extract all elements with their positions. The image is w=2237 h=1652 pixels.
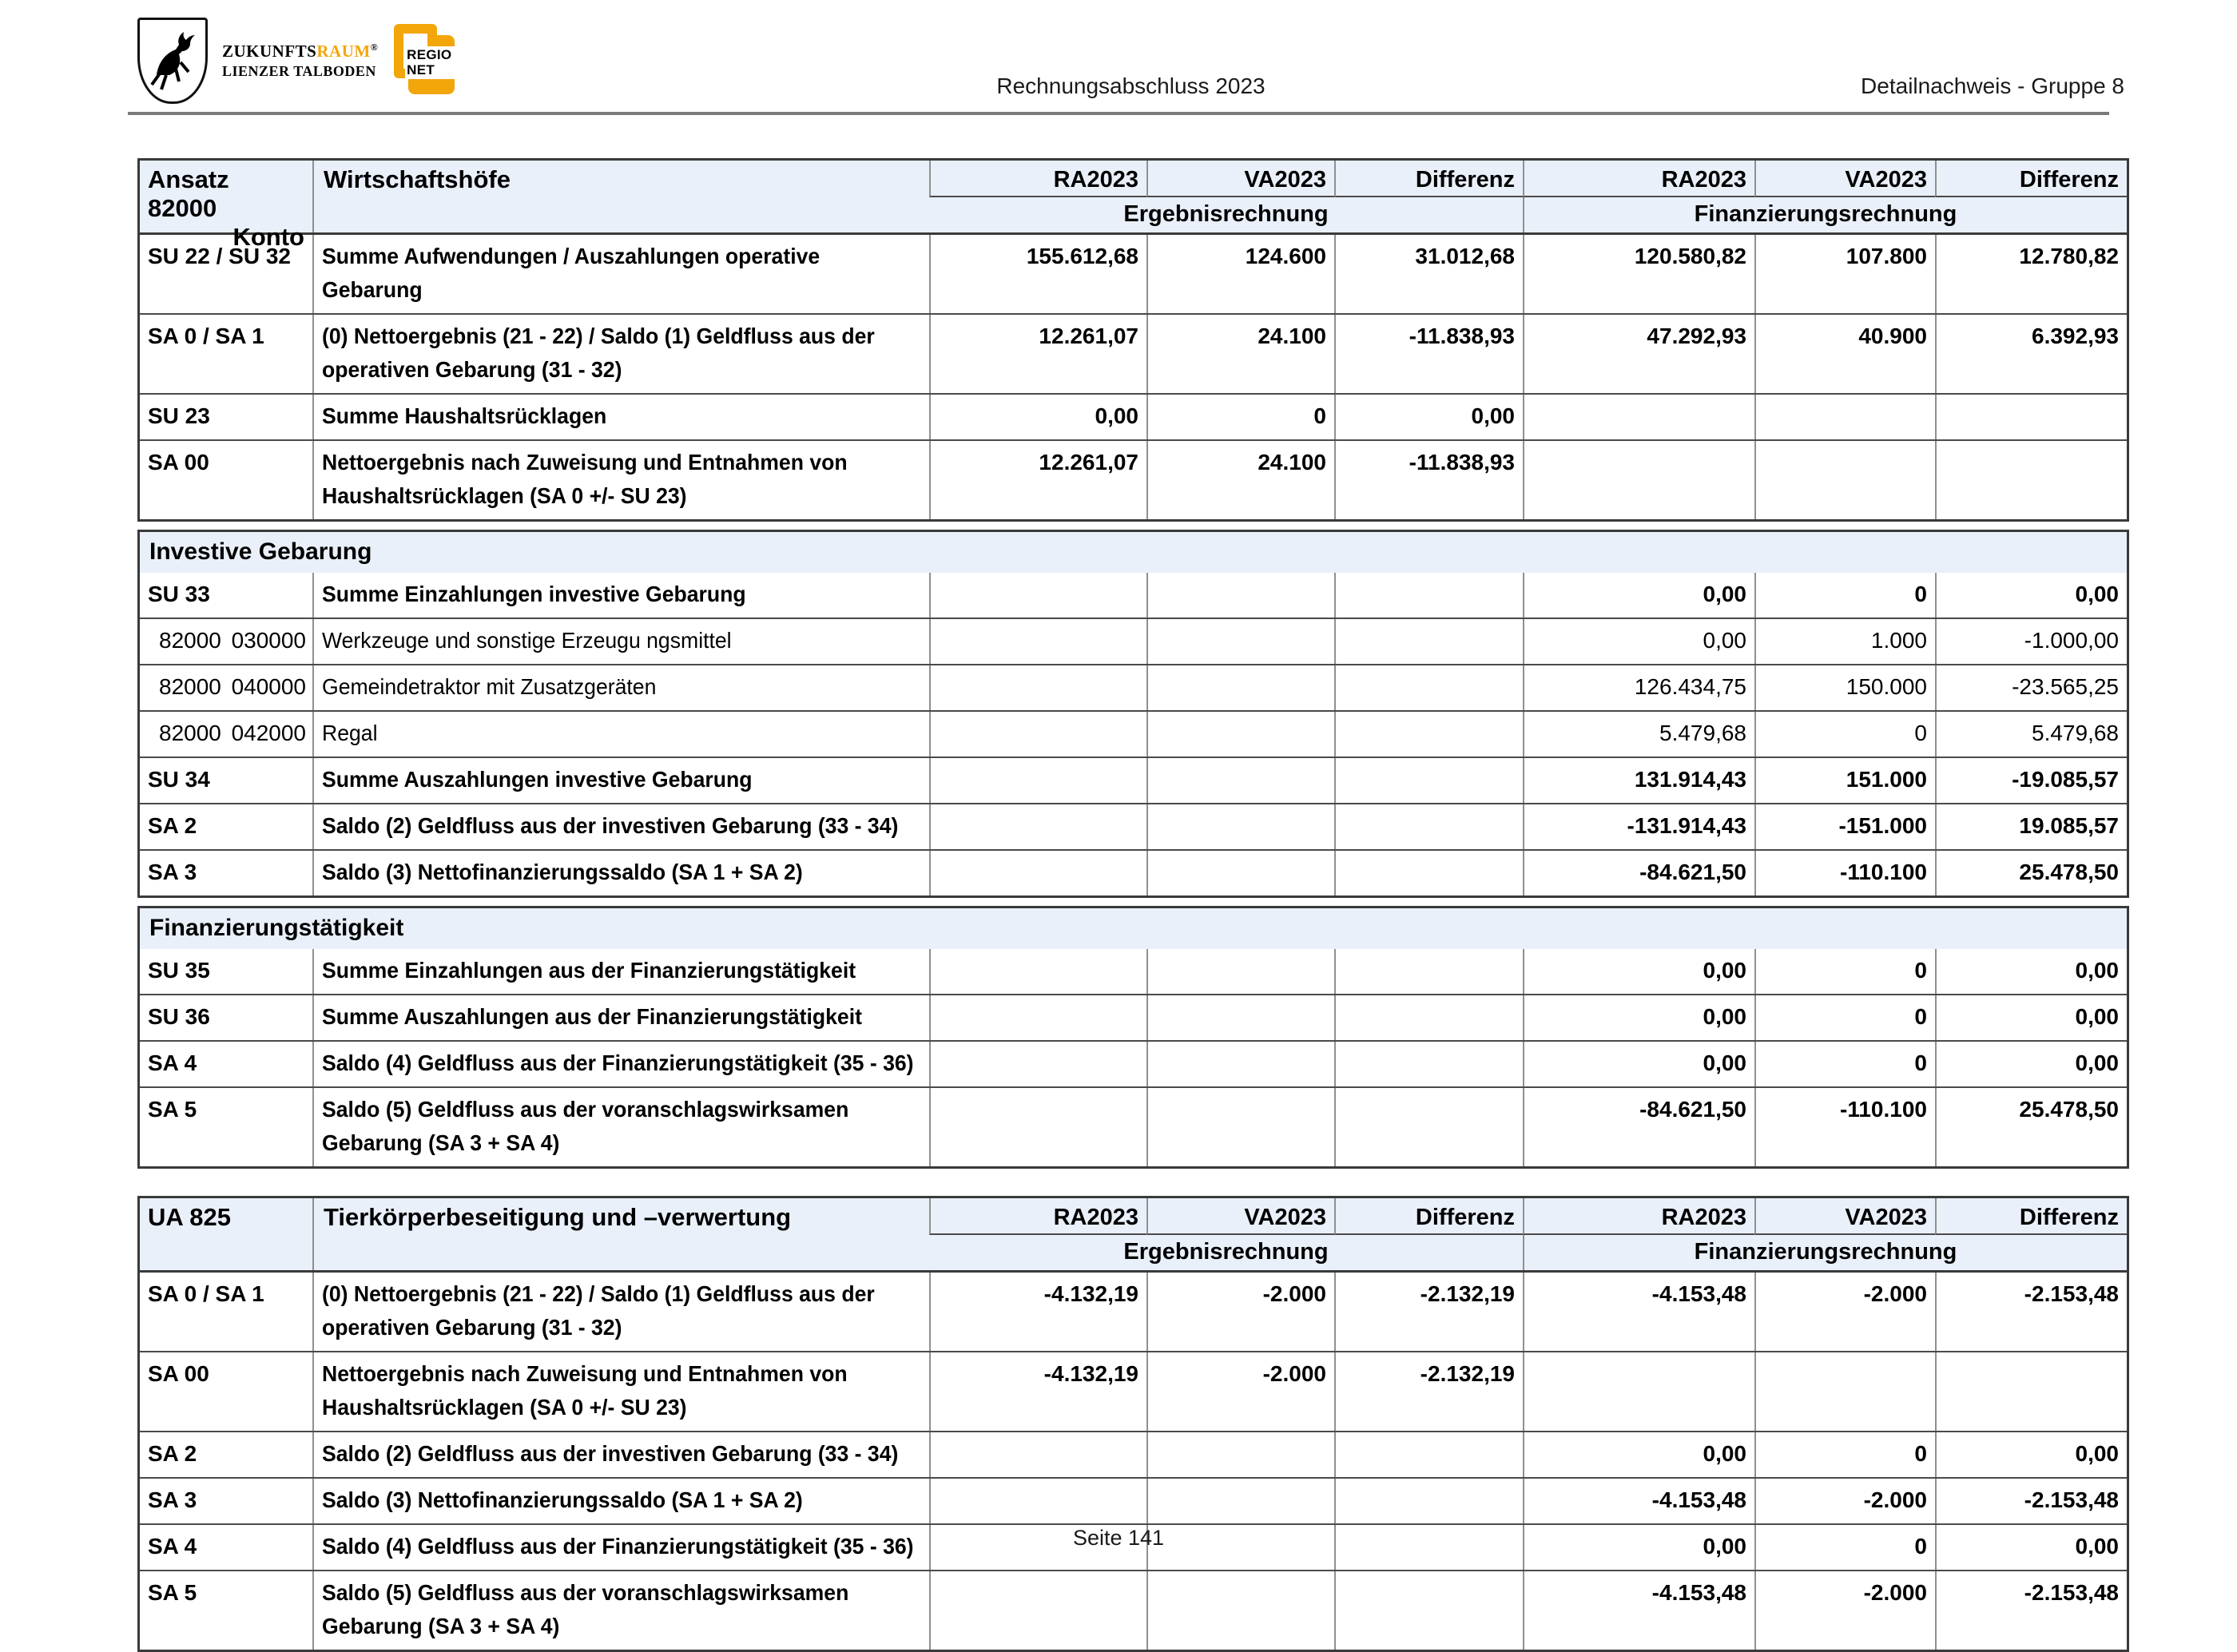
row-label: Saldo (5) Geldfluss aus der voranschlagswirksamen Gebarung (SA 3 + SA 4) [322,1097,849,1155]
cell-value [1935,395,2127,439]
cell-value: 0,00 [1523,1042,1754,1086]
row-label-cell [312,235,929,313]
cell-value: 0 [1146,395,1334,439]
table-row [140,757,2127,803]
cell-value [929,665,1146,710]
cell-value: 12.261,07 [929,315,1146,393]
cell-value: -131.914,43 [1523,804,1754,849]
cell-value: 1.000 [1754,619,1935,664]
table-row [140,994,2127,1040]
row-label-cell [312,949,929,994]
column-header: VA2023 [1146,1198,1334,1235]
row-label: Summe Auszahlungen aus der Finanzierungstätigkeit [322,1004,862,1029]
table-row [140,803,2127,849]
row-code-ansatz: 82000 [159,674,221,699]
cell-value [929,619,1146,664]
cell-value [1146,573,1334,618]
cell-value: 0,00 [1523,1525,1754,1570]
page-footer [0,1526,2237,1551]
row-label-cell [312,712,929,757]
row-label: Summe Auszahlungen investive Gebarung [322,767,753,792]
row-code [140,619,312,664]
cell-value: 0,00 [1523,1432,1754,1477]
cell-value: -110.100 [1754,1088,1935,1166]
cell-value: -23.565,25 [1935,665,2127,710]
row-label-cell [312,315,929,393]
column-header: RA2023 [929,1198,1146,1235]
cell-value [1334,1571,1523,1650]
cell-value: -2.000 [1754,1273,1935,1351]
row-label: (0) Nettoergebnis (21 - 22) / Saldo (1) Geldfluss aus der operativen Gebarung (31 - 32) [322,324,875,382]
cell-value: 31.012,68 [1334,235,1523,313]
regionet-wordmark: REGIO NET [405,46,455,79]
cell-value: 19.085,57 [1935,804,2127,849]
cell-value [1334,1479,1523,1523]
column-header: RA2023 [1523,161,1754,197]
cell-value [929,1088,1146,1166]
cell-value: 24.100 [1146,441,1334,519]
cell-value [1334,665,1523,710]
table-row [140,235,2127,313]
cell-value: 0,00 [1935,573,2127,618]
cell-value [929,573,1146,618]
row-code-konto: 040000 [231,674,306,699]
row-label-cell [312,1088,929,1166]
cell-value: 120.580,82 [1523,235,1754,313]
cell-value [929,1042,1146,1086]
row-label-cell [312,995,929,1040]
header-divider [128,112,2109,115]
row-code: SA 3 [148,1487,197,1512]
cell-value: 0 [1754,573,1935,618]
row-code [140,712,312,757]
cell-value [1146,851,1334,895]
cell-value [929,1571,1146,1650]
table-main-box [137,1196,2129,1652]
table-title: Wirtschaftshöfe [312,161,929,232]
cell-value [1334,573,1523,618]
cell-value: 0 [1754,995,1935,1040]
table-row [140,1570,2127,1650]
cell-value: 131.914,43 [1523,758,1754,803]
cell-value [1146,1479,1334,1523]
cell-value: -4.153,48 [1523,1571,1754,1650]
cell-value: 0,00 [1935,1432,2127,1477]
row-label: Summe Einzahlungen investive Gebarung [322,582,746,606]
cell-value [1146,995,1334,1040]
cell-value: -2.132,19 [1334,1273,1523,1351]
row-code: SA 0 / SA 1 [148,1281,264,1306]
cell-value [929,949,1146,994]
cell-value: 0,00 [1334,395,1523,439]
row-label-cell [312,1479,929,1523]
cell-value [929,851,1146,895]
row-code: SA 3 [148,860,197,884]
column-header: VA2023 [1754,1198,1935,1235]
cell-value [1334,851,1523,895]
cell-value: 5.479,68 [1935,712,2127,757]
row-label: Summe Aufwendungen / Auszahlungen operative Gebarung [322,244,820,302]
cell-value [1334,712,1523,757]
cell-value: 12.261,07 [929,441,1146,519]
cell-value [1146,665,1334,710]
cell-value: 0,00 [1935,995,2127,1040]
row-code: SU 34 [148,767,210,792]
cell-value: 0 [1754,949,1935,994]
cell-value: 155.612,68 [929,235,1146,313]
row-label: Summe Haushaltsrücklagen [322,403,607,428]
group-header-ergebnisrechnung: Ergebnisrechnung [1123,1239,1329,1265]
table-id: UA 825 [148,1203,231,1231]
cell-value: -84.621,50 [1523,851,1754,895]
cell-value: 124.600 [1146,235,1334,313]
row-label: (0) Nettoergebnis (21 - 22) / Saldo (1) Geldfluss aus der operativen Gebarung (31 - 32) [322,1281,875,1340]
cell-value: -4.132,19 [929,1352,1146,1431]
row-code-konto: 030000 [231,628,306,653]
table-row [140,618,2127,664]
cell-value: -2.132,19 [1334,1352,1523,1431]
cell-value: 151.000 [1754,758,1935,803]
column-header: VA2023 [1754,161,1935,197]
logo-group [137,18,458,104]
cell-value: 47.292,93 [1523,315,1754,393]
table-title: Tierkörperbeseitigung und –verwertung [312,1198,929,1270]
cell-value: 40.900 [1754,315,1935,393]
table-row [140,1477,2127,1523]
cell-value: 0,00 [1523,949,1754,994]
column-header: RA2023 [929,161,1146,197]
table-id-cell [140,161,312,251]
cell-value [1754,441,1935,519]
cell-value [929,1432,1146,1477]
row-code: SA 4 [148,1050,197,1075]
row-label: Gemeindetraktor mit Zusatzgeräten [322,674,657,699]
row-label-cell [312,395,929,439]
cell-value: 25.478,50 [1935,851,2127,895]
cell-value [929,995,1146,1040]
row-label: Saldo (4) Geldfluss aus der Finanzierungstätigkeit (35 - 36) [322,1534,914,1559]
column-header: RA2023 [1523,1198,1754,1235]
row-label-cell [312,758,929,803]
cell-value: 0 [1754,1432,1935,1477]
row-label: Saldo (3) Nettofinanzierungssaldo (SA 1 + SA 2) [322,1487,803,1512]
cell-value [1334,758,1523,803]
cell-value [1146,949,1334,994]
cell-value: 126.434,75 [1523,665,1754,710]
column-header: Differenz [1935,161,2127,197]
cell-value: 0 [1754,1042,1935,1086]
page-header [137,18,2124,102]
column-header: Differenz [1334,161,1523,197]
row-code: SA 00 [148,450,209,475]
row-label-cell [312,1571,929,1650]
row-label-cell [312,851,929,895]
row-label-cell [312,619,929,664]
row-label: Saldo (4) Geldfluss aus der Finanzierungstätigkeit (35 - 36) [322,1050,914,1075]
cell-value: 0 [1754,1525,1935,1570]
row-code: SU 33 [148,582,210,606]
cell-value [1523,1352,1754,1431]
row-label: Nettoergebnis nach Zuweisung und Entnahmen von Haushaltsrücklagen (SA 0 +/- SU 23) [322,450,848,508]
row-label: Werkzeuge und sonstige Erzeugu ngsmittel [322,628,732,653]
cell-value: -1.000,00 [1935,619,2127,664]
cell-value [1334,995,1523,1040]
cell-value: -2.153,48 [1935,1479,2127,1523]
table-id-subrow: Konto [232,223,304,251]
row-label-cell [312,1432,929,1477]
cell-value: 0,00 [1523,995,1754,1040]
column-header: Differenz [1935,1198,2127,1235]
row-label-cell [312,665,929,710]
row-code-ansatz: 82000 [159,628,221,653]
cell-value: -11.838,93 [1334,441,1523,519]
table-row [140,849,2127,895]
cell-value: 0,00 [1935,949,2127,994]
cell-value [1334,1042,1523,1086]
row-code-konto: 042000 [231,721,306,745]
row-label: Saldo (2) Geldfluss aus der investiven Gebarung (33 - 34) [322,813,899,838]
cell-value: 6.392,93 [1935,315,2127,393]
table-main-box [137,158,2129,522]
cell-value [1935,441,2127,519]
financial-table [137,158,2129,1169]
zukunftsraum-logo [222,42,378,80]
cell-value [929,804,1146,849]
group-header-finanzierungsrechnung: Finanzierungsrechnung [1523,1235,2127,1270]
regionet-logo [394,22,458,99]
cell-value: -11.838,93 [1334,315,1523,393]
cell-value [1334,619,1523,664]
table-row [140,1273,2127,1351]
table-id: Ansatz 82000 [148,165,229,222]
table-row [140,1431,2127,1477]
cell-value [1146,1042,1334,1086]
cell-value: 0,00 [1523,573,1754,618]
cell-value: 150.000 [1754,665,1935,710]
row-label: Regal [322,721,378,745]
row-label-cell [312,573,929,618]
cell-value: -4.153,48 [1523,1273,1754,1351]
document-title: Rechnungsabschluss 2023 [996,73,1266,98]
cell-value [1754,395,1935,439]
cell-value: -4.153,48 [1523,1479,1754,1523]
row-code [140,665,312,710]
cell-value [929,1479,1146,1523]
page-number: Seite 141 [1072,1526,1165,1550]
cell-value: -2.000 [1146,1352,1334,1431]
table-row [140,664,2127,710]
cell-value [1523,395,1754,439]
row-code: SU 23 [148,403,210,428]
table-row [140,949,2127,994]
cell-value: -2.153,48 [1935,1273,2127,1351]
cell-value: 24.100 [1146,315,1334,393]
cell-value [1334,1088,1523,1166]
cell-value: 0,00 [1935,1042,2127,1086]
cell-value: -2.000 [1754,1479,1935,1523]
table-row [140,393,2127,439]
cell-value [1146,1088,1334,1166]
cell-value: -84.621,50 [1523,1088,1754,1166]
row-code: SA 00 [148,1361,209,1386]
row-label-cell [312,804,929,849]
column-header: Differenz [1334,1198,1523,1235]
row-label: Nettoergebnis nach Zuweisung und Entnahmen von Haushaltsrücklagen (SA 0 +/- SU 23) [322,1361,848,1420]
table-row [140,1040,2127,1086]
row-code: SA 4 [148,1534,197,1559]
cell-value: -2.153,48 [1935,1571,2127,1650]
cell-value [1146,1571,1334,1650]
cell-value: -110.100 [1754,851,1935,895]
row-label: Saldo (3) Nettofinanzierungssaldo (SA 1 + SA 2) [322,860,803,884]
row-label: Saldo (5) Geldfluss aus der voranschlagswirksamen Gebarung (SA 3 + SA 4) [322,1580,849,1638]
row-code: SU 36 [148,1004,210,1029]
cell-value [1334,949,1523,994]
row-label: Summe Einzahlungen aus der Finanzierungstätigkeit [322,958,856,983]
row-label-cell [312,1273,929,1351]
cell-value [1334,804,1523,849]
cell-value: 0,00 [1523,619,1754,664]
table-header [140,1198,2127,1273]
cell-value: -2.000 [1146,1273,1334,1351]
cell-value: -2.000 [1754,1571,1935,1650]
cell-value: 107.800 [1754,235,1935,313]
group-header-finanzierungsrechnung: Finanzierungsrechnung [1523,197,2127,232]
cell-value [929,758,1146,803]
column-header: VA2023 [1146,161,1334,197]
cell-value [1146,804,1334,849]
row-code: SA 0 / SA 1 [148,324,264,348]
row-code: SU 22 / SU 32 [148,244,291,268]
row-code: SA 5 [148,1580,197,1605]
cell-value [929,712,1146,757]
row-label-cell [312,1352,929,1431]
cell-value [1334,1432,1523,1477]
table-row [140,573,2127,618]
financial-table [137,1196,2129,1652]
cell-value: 5.479,68 [1523,712,1754,757]
row-code: SA 2 [148,1441,197,1466]
table-header [140,161,2127,251]
row-code: SA 5 [148,1097,197,1122]
row-label-cell [312,1042,929,1086]
zukunftsraum-subline: LIENZER TALBODEN [222,63,376,79]
cell-value [1754,1352,1935,1431]
row-code-ansatz: 82000 [159,721,221,745]
table-row [140,1351,2127,1431]
section-box [137,530,2129,898]
row-label-cell [312,441,929,519]
cell-value: -4.132,19 [929,1273,1146,1351]
cell-value: 12.780,82 [1935,235,2127,313]
cell-value [1146,758,1334,803]
row-code: SU 35 [148,958,210,983]
row-code: SA 2 [148,813,197,838]
group-header-ergebnisrechnung: Ergebnisrechnung [1123,201,1329,227]
chamois-icon [147,27,198,94]
cell-value: -19.085,57 [1935,758,2127,803]
table-row [140,1086,2127,1166]
tables-root [137,158,2129,1652]
section-box [137,906,2129,1169]
cell-value [1935,1352,2127,1431]
cell-value: -151.000 [1754,804,1935,849]
cell-value: 0,00 [929,395,1146,439]
cell-value [1523,441,1754,519]
cell-value [1146,712,1334,757]
cell-value [1146,619,1334,664]
report-section-title: Detailnachweis - Gruppe 8 [1861,73,2124,98]
section-title: Investive Gebarung [140,532,2127,573]
zukunftsraum-wordmark: ZUKUNFTSRAUM® [222,42,379,61]
row-label: Saldo (2) Geldfluss aus der investiven Gebarung (33 - 34) [322,1441,899,1466]
cell-value: 0 [1754,712,1935,757]
cell-value: 0,00 [1935,1525,2127,1570]
cell-value [1146,1432,1334,1477]
coat-of-arms-icon [137,18,208,104]
table-row [140,710,2127,757]
section-title: Finanzierungstätigkeit [140,908,2127,949]
table-id-cell [140,1198,312,1270]
cell-value: 25.478,50 [1935,1088,2127,1166]
table-row [140,439,2127,519]
table-row [140,313,2127,393]
